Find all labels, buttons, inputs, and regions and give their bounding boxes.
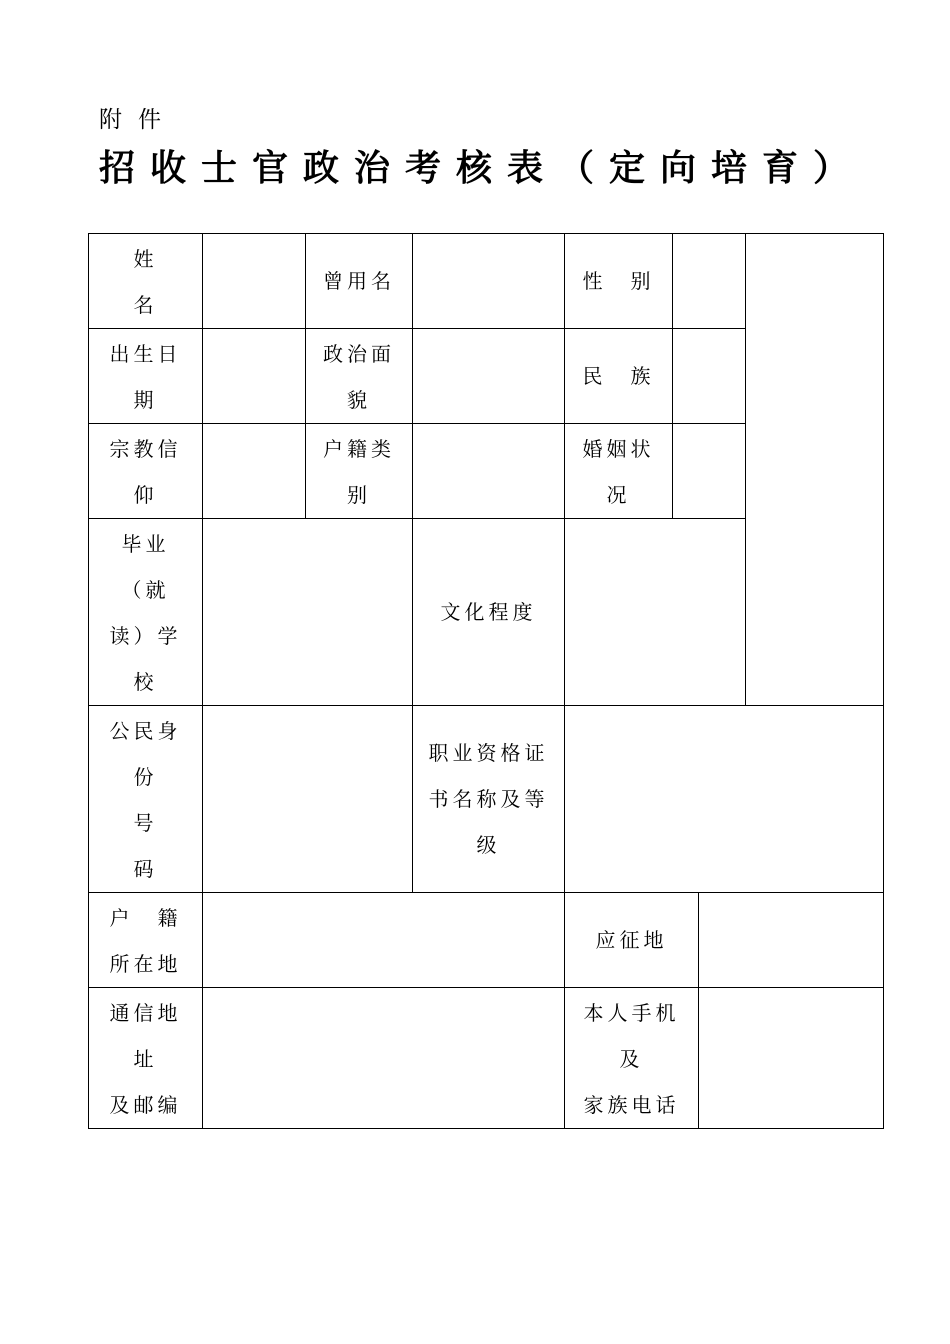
label-mailing-address: 通信地 址 及邮编 <box>89 988 203 1129</box>
label-gender: 性 别 <box>565 234 673 329</box>
label-political-status: 政治面 貌 <box>306 329 413 424</box>
label-phone: 本人手机 及 家族电话 <box>565 988 699 1129</box>
field-household-location[interactable] <box>203 893 565 988</box>
label-education-level: 文化程度 <box>413 519 565 706</box>
field-enlistment-place[interactable] <box>699 893 884 988</box>
label-school: 毕业 （就 读）学 校 <box>89 519 203 706</box>
field-education-level[interactable] <box>565 519 746 706</box>
field-mailing-address[interactable] <box>203 988 565 1129</box>
label-household-location: 户 籍 所在地 <box>89 893 203 988</box>
field-household-type[interactable] <box>413 424 565 519</box>
label-household-type: 户籍类 别 <box>306 424 413 519</box>
label-religion: 宗教信 仰 <box>89 424 203 519</box>
field-former-name[interactable] <box>413 234 565 329</box>
label-name: 姓 名 <box>89 234 203 329</box>
label-former-name: 曾用名 <box>306 234 413 329</box>
field-name[interactable] <box>203 234 306 329</box>
field-id-number[interactable] <box>203 706 413 893</box>
label-ethnicity: 民 族 <box>565 329 673 424</box>
field-gender[interactable] <box>673 234 746 329</box>
field-school[interactable] <box>203 519 413 706</box>
political-review-form <box>88 233 884 1129</box>
label-marital-status: 婚姻状 况 <box>565 424 673 519</box>
field-certificate[interactable] <box>565 706 884 893</box>
field-religion[interactable] <box>203 424 306 519</box>
attachment-label: 附件 <box>99 107 177 133</box>
field-political-status[interactable] <box>413 329 565 424</box>
label-id-number: 公民身 份 号 码 <box>89 706 203 893</box>
field-ethnicity[interactable] <box>673 329 746 424</box>
field-birth-date[interactable] <box>203 329 306 424</box>
photo-area <box>746 234 884 706</box>
field-marital-status[interactable] <box>673 424 746 519</box>
label-enlistment-place: 应征地 <box>565 893 699 988</box>
field-phone[interactable] <box>699 988 884 1129</box>
label-certificate: 职业资格证 书名称及等 级 <box>413 706 565 893</box>
label-birth-date: 出生日 期 <box>89 329 203 424</box>
form-title: 招收士官政治考核表（定向培育） <box>99 148 865 189</box>
